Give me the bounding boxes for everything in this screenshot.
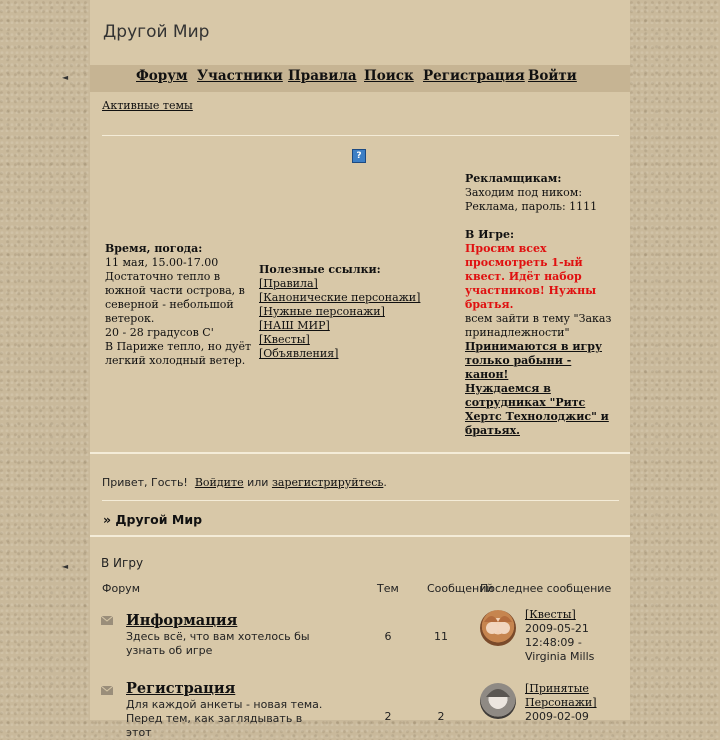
forum-page: [90, 0, 630, 739]
post-count: 11: [434, 630, 448, 643]
greeting-text: Привет, Гость!: [102, 476, 188, 489]
breadcrumb[interactable]: » Другой Мир: [103, 512, 203, 527]
nav-forum[interactable]: Форум: [136, 68, 188, 84]
last-post-link[interactable]: [Принятые: [525, 682, 589, 695]
last-post-date: 2009-05-21: [525, 622, 589, 635]
ads-heading: Рекламщикам:: [465, 172, 562, 185]
topic-count: 6: [384, 630, 392, 643]
last-post-link[interactable]: Персонажи]: [525, 696, 597, 709]
weather-line: легкий холодный ветер.: [105, 354, 246, 367]
header-last-post: Последнее сообщение: [480, 582, 612, 595]
forum-title[interactable]: Регистрация: [126, 680, 236, 697]
avatar[interactable]: [480, 683, 516, 719]
announcement-red: просмотреть 1-ый: [465, 256, 583, 269]
post-count: 2: [437, 710, 445, 723]
forum-description-line: Для каждой анкеты - новая тема.: [126, 698, 323, 711]
nav-rules[interactable]: Правила: [288, 68, 357, 84]
announcement-red: квест. Идёт набор: [465, 270, 582, 283]
weather-line: В Париже тепло, но дуёт: [105, 340, 252, 353]
header-forum: Форум: [102, 582, 140, 595]
forum-description: [126, 630, 326, 658]
announcement-red: участников! Нужны: [465, 284, 597, 297]
weather-line: 20 - 28 градусов С': [105, 326, 214, 339]
forum-description-line: узнать об игре: [126, 644, 213, 657]
site-title: Другой Мир: [103, 22, 210, 42]
link-canon-characters[interactable]: [Канонические персонажи]: [259, 291, 421, 304]
forum-read-icon: [101, 684, 113, 696]
side-arrow-icon: ◄: [62, 562, 69, 571]
forum-description: [126, 698, 326, 740]
forum-title[interactable]: Информация: [126, 612, 238, 629]
help-icon[interactable]: ?: [352, 149, 366, 163]
forum-description-line: Здесь всё, что вам хотелось бы: [126, 630, 310, 643]
topic-count: 2: [384, 710, 392, 723]
register-link[interactable]: зарегистрируйтесь: [271, 476, 384, 489]
weather-line: северной - небольшой: [105, 298, 234, 311]
weather-line: ветерок.: [105, 312, 155, 325]
last-post-link[interactable]: [Квесты]: [525, 608, 576, 621]
greeting: [102, 476, 387, 489]
announcement-line: всем зайти в тему "Заказ: [465, 312, 612, 325]
divider: [102, 135, 619, 136]
divider: [90, 452, 630, 454]
game-heading: В Игре:: [465, 228, 515, 241]
announcement-red: братья.: [465, 298, 514, 311]
nav-login[interactable]: Войти: [528, 68, 577, 84]
links-heading: Полезные ссылки:: [259, 263, 381, 276]
links-column: [259, 263, 439, 361]
announcement-bold: братьях.: [465, 424, 520, 437]
active-topics-link[interactable]: Активные темы: [102, 99, 193, 112]
greeting-end: .: [383, 476, 387, 489]
announcement-bold: Нуждаемся в: [465, 382, 551, 395]
last-post-user: Virginia Mills: [525, 650, 595, 663]
ads-line: Реклама, пароль: 1111: [465, 200, 598, 213]
header-topics: Тем: [377, 582, 399, 595]
side-arrow-icon: ◄: [62, 73, 69, 82]
last-post: [525, 682, 597, 724]
forum-read-icon: [101, 614, 113, 626]
ads-column: [465, 172, 625, 438]
link-our-world[interactable]: [НАШ МИР]: [259, 319, 330, 332]
weather-line: 11 мая, 15.00-17.00: [105, 256, 219, 269]
divider: [102, 500, 619, 501]
forum-row: [90, 670, 630, 739]
forum-description-line: Перед тем, как заглядывать в этот: [126, 712, 303, 739]
link-quests[interactable]: [Квесты]: [259, 333, 310, 346]
avatar[interactable]: [480, 610, 516, 646]
weather-heading: Время, погода:: [105, 242, 203, 255]
link-needed-characters[interactable]: [Нужные персонажи]: [259, 305, 385, 318]
announcement-bold: Принимаются в игру: [465, 340, 602, 353]
weather-line: Достаточно тепло в: [105, 270, 221, 283]
last-post-time: 12:48:09 -: [525, 636, 582, 649]
announcement-red: Просим всех: [465, 242, 547, 255]
announcement-line: принадлежности": [465, 326, 570, 339]
nav-users[interactable]: Участники: [197, 68, 283, 84]
nav-search[interactable]: Поиск: [364, 68, 414, 84]
category-title: В Игру: [101, 556, 144, 570]
last-post: [525, 608, 594, 664]
login-link[interactable]: Войдите: [194, 476, 244, 489]
announcement-bold: Хертс Технолоджис" и: [465, 410, 609, 423]
announcement-bold: канон!: [465, 368, 509, 381]
weather-column: [105, 242, 260, 368]
announcement-bold: только рабыни -: [465, 354, 572, 367]
ads-line: Заходим под ником:: [465, 186, 583, 199]
link-announcements[interactable]: [Объявления]: [259, 347, 339, 360]
greeting-or: или: [247, 476, 269, 489]
announcement-bold: сотрудниках "Ритс: [465, 396, 586, 409]
link-rules[interactable]: [Правила]: [259, 277, 318, 290]
divider: [90, 535, 630, 537]
weather-line: южной части острова, в: [105, 284, 245, 297]
forum-row: [90, 600, 630, 670]
header-posts: Сообщений: [427, 582, 494, 595]
nav-register[interactable]: Регистрация: [423, 68, 525, 84]
last-post-date: 2009-02-09: [525, 710, 589, 723]
